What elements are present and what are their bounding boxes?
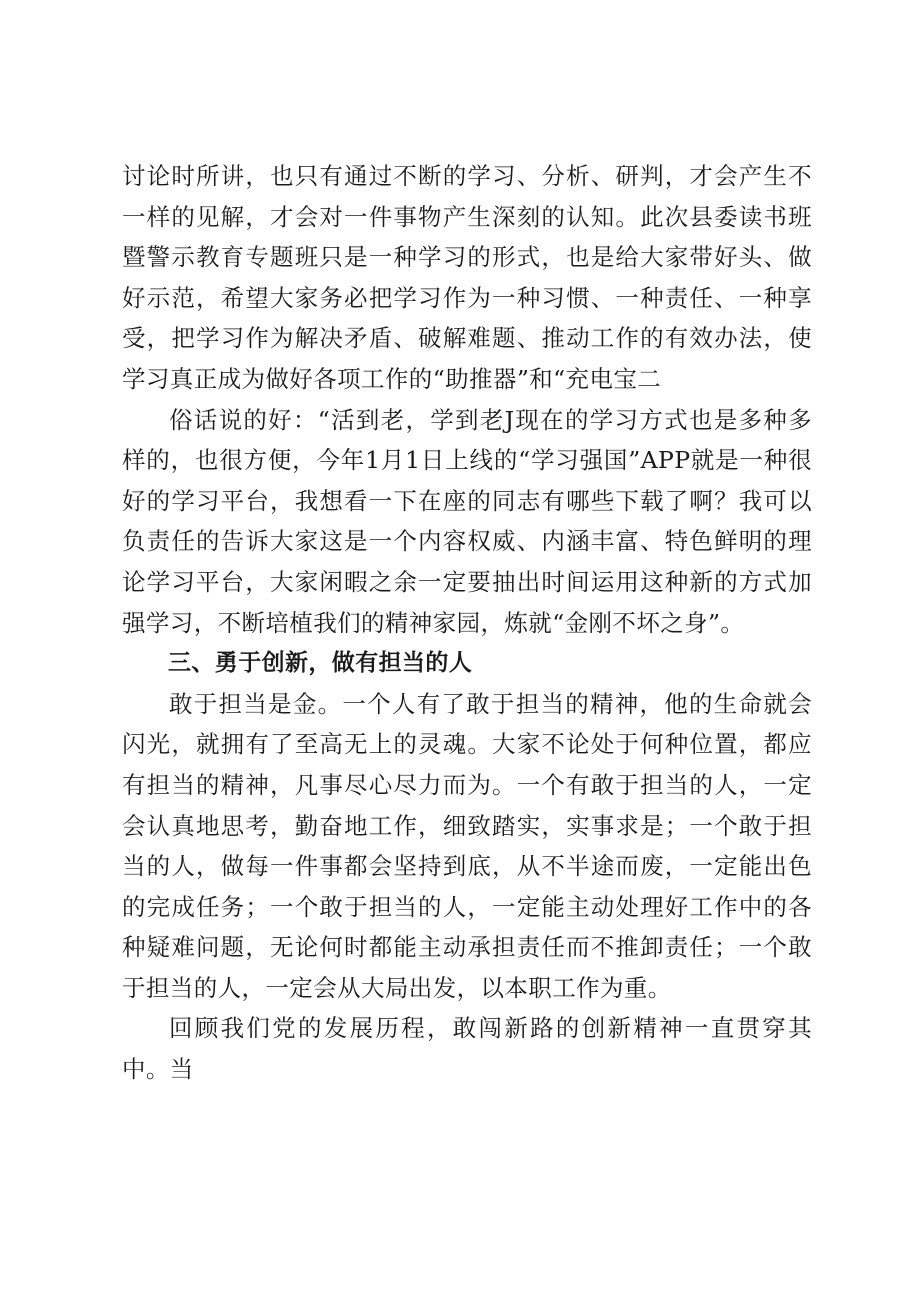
paragraph-study-methods: 俗话说的好：“活到老，学到老J现在的学习方式也是多种多样的，也很方便，今年1月1日上线的“学习强国”APP就是一种很好的学习平台，我想看一下在座的同志有哪些下载了啊？我可以负责任的告诉大家这是一个内容权威、内涵丰富、特色鲜明的理论学习平台，大家闲暇之余一定要抽出时间运用这种新的方式加强学习，不断培植我们的精神家园，炼就“金刚不坏之身”。	[122, 405, 812, 637]
paragraph-responsibility: 敢于担当是金。一个人有了敢于担当的精神，他的生命就会闪光，就拥有了至高无上的灵魂。大家不论处于何种位置，都应有担当的精神，凡事尽心尽力而为。一个有敢于担当的人，一定会认真地思考，勤奋地工作，细致踏实，实事求是；一个敢于担当的人，做每一件事都会坚持到底，从不半途而废，一定能出色的完成任务；一个敢于担当的人，一定能主动处理好工作中的各种疑难问题，无论何时都能主动承担责任而不推卸责任；一个敢于担当的人，一定会从大局出发，以本职工作为重。	[122, 689, 812, 1002]
document-body	[122, 156, 812, 1090]
paragraph-continued: 讨论时所讲，也只有通过不断的学习、分析、研判，才会产生不一样的见解，才会对一件事物产生深刻的认知。此次县委读书班暨警示教育专题班只是一种学习的形式，也是给大家带好头、做好示范，希望大家务必把学习作为一种习惯、一种责任、一种享受，把学习作为解决矛盾、破解难题、推动工作的有效办法，使学习真正成为做好各项工作的“助推器”和“充电宝二	[122, 162, 812, 393]
section-heading: 三、勇于创新，做有担当的人	[168, 650, 473, 677]
paragraph-party-history: 回顾我们党的发展历程，敢闯新路的创新精神一直贯穿其中。当	[122, 1014, 812, 1084]
